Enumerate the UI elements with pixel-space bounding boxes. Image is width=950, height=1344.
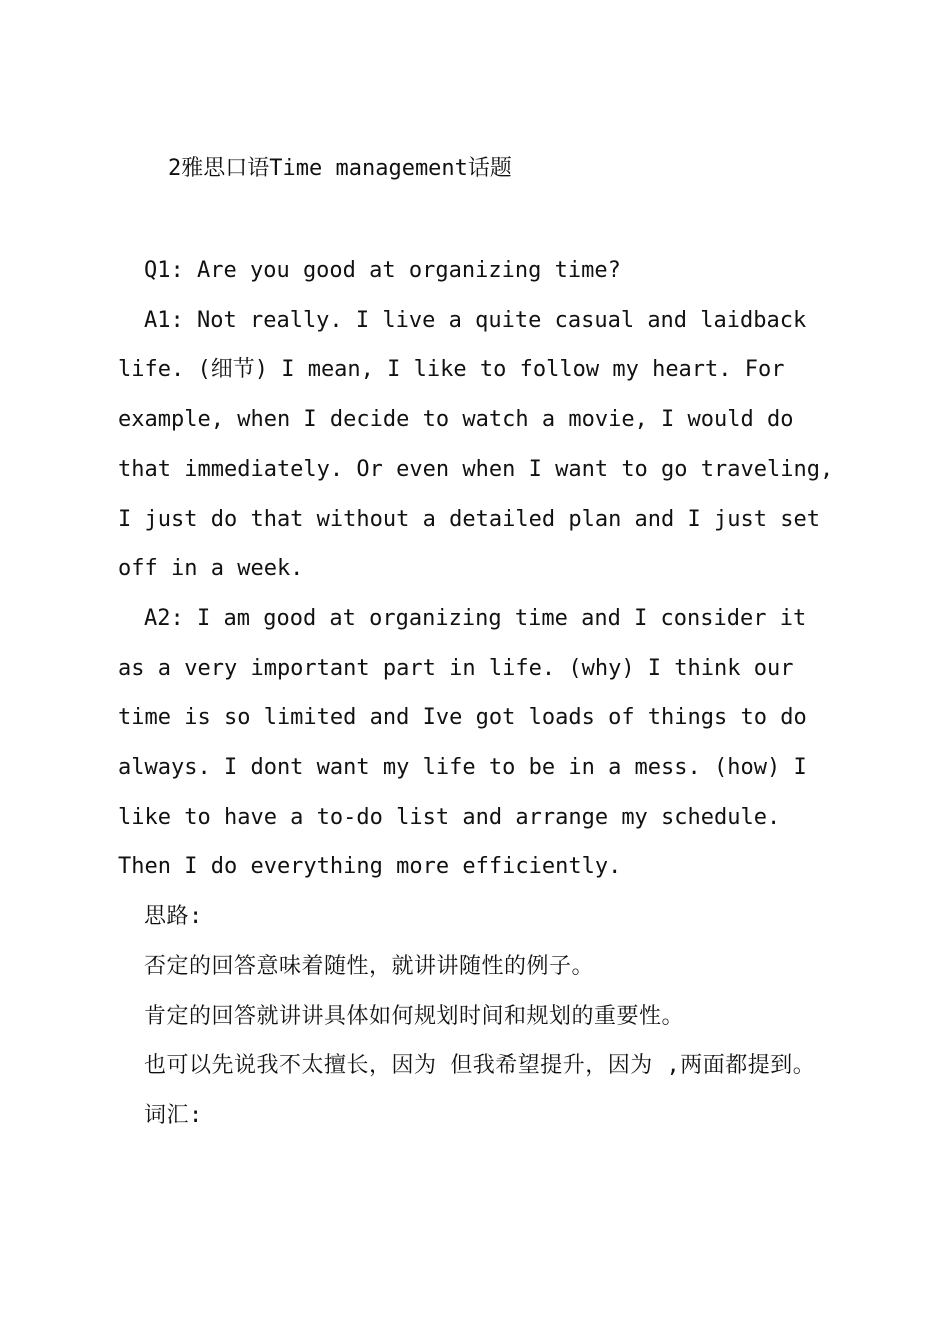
approach-negative: 否定的回答意味着随性，就讲讲随性的例子。 <box>144 953 595 979</box>
document-title: 2雅思口语Time management话题 <box>168 156 512 181</box>
vocabulary-heading: 词汇: <box>144 1102 203 1128</box>
question-q1: Q1: Are you good at organizing time? <box>144 258 621 283</box>
document-body <box>118 246 838 1141</box>
approach-heading: 思路: <box>144 904 203 930</box>
approach-both: 也可以先说我不太擅长，因为 但我希望提升，因为 ,两面都提到。 <box>144 1053 816 1079</box>
answer-a2: A2: I am good at organizing time and I consider it as a very important part in life. (why) I think our time is so limited and Ive got loads of things to do always. I dont want my life to be in a mess. (how) I like to have a to-do list and arrange my schedule. Then I do everything more efficiently. <box>118 605 807 880</box>
answer-a1: A1: Not really. I live a quite casual and laidback life. (细节) I mean, I like to follow my heart. For example, when I decide to watch a movie, I would do that immediately. Or even when I want to go traveling, I just do that without a detailed plan and I just set off in a week. <box>118 307 834 582</box>
approach-positive: 肯定的回答就讲讲具体如何规划时间和规划的重要性。 <box>144 1003 685 1029</box>
